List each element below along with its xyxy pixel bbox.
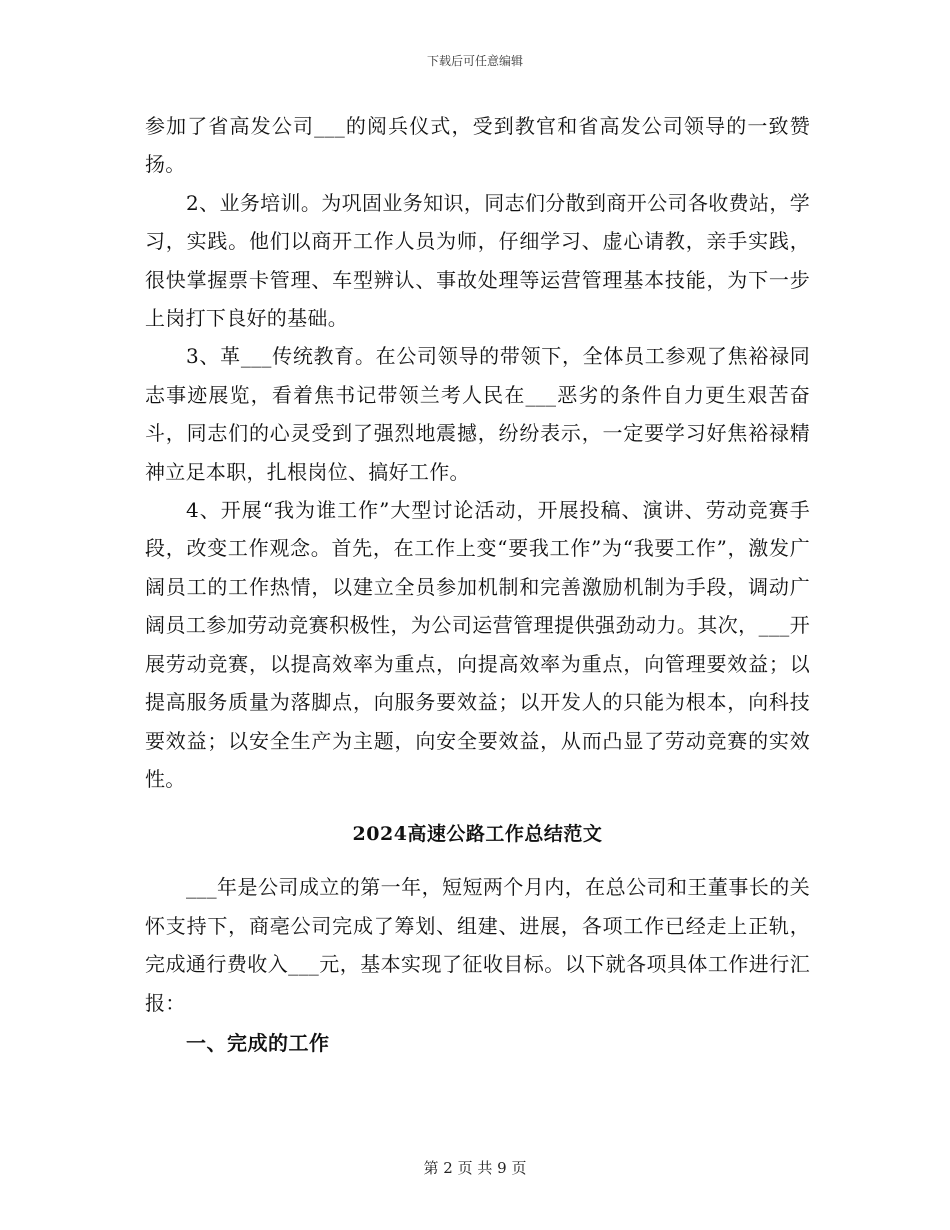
section-heading: 一、完成的工作 <box>186 1030 330 1055</box>
paragraph-tradition-education: 3、革___传统教育。在公司领导的带领下，全体员工参观了焦裕禄同志事迹展览，看着焦书记带领兰考人民在___恶劣的条件自力更生艰苦奋斗，同志们的心灵受到了强烈地震撼，纷纷表示，一定要学习好焦裕禄精神立足本职，扎根岗位、搞好工作。 <box>145 344 810 484</box>
page-header: 下载后可任意编辑 <box>426 54 523 68</box>
paragraph-intro: ___年是公司成立的第一年，短短两个月内，在总公司和王董事长的关怀支持下，商亳公司完成了筹划、组建、进展，各项工作已经走上正轨，完成通行费收入___元，基本实现了征收目标。以下就各项具体工作进行汇报： <box>145 875 810 1015</box>
paragraph-business-training: 2、业务培训。为巩固业务知识，同志们分散到商开公司各收费站，学习，实践。他们以商开工作人员为师，仔细学习、虚心请教，亲手实践，很快掌握票卡管理、车型辨认、事故处理等运营管理基本技能，为下一步上岗打下良好的基础。 <box>145 190 810 331</box>
paragraph-continuation: 参加了省高发公司___的阅兵仪式，受到教官和省高发公司领导的一致赞扬。 <box>145 114 810 177</box>
page-footer: 第 2 页 共 9 页 <box>423 1159 527 1177</box>
section-title: 2024高速公路工作总结范文 <box>352 823 603 846</box>
document-body <box>145 107 810 1062</box>
paragraph-discussion-activity: 4、开展“我为谁工作”大型讨论活动，开展投稿、演讲、劳动竞赛手段，改变工作观念。首先，在工作上变“要我工作”为“我要工作”，激发广阔员工的工作热情，以建立全员参加机制和完善激励机制为手段，调动广阔员工参加劳动竞赛积极性，为公司运营管理提供强劲动力。其次，___开展劳动竞赛，以提高效率为重点，向提高效率为重点，向管理要效益；以提高服务质量为落脚点，向服务要效益；以开发人的只能为根本，向科技要效益；以安全生产为主题，向安全要效益，从而凸显了劳动竞赛的实效性。 <box>145 498 810 791</box>
